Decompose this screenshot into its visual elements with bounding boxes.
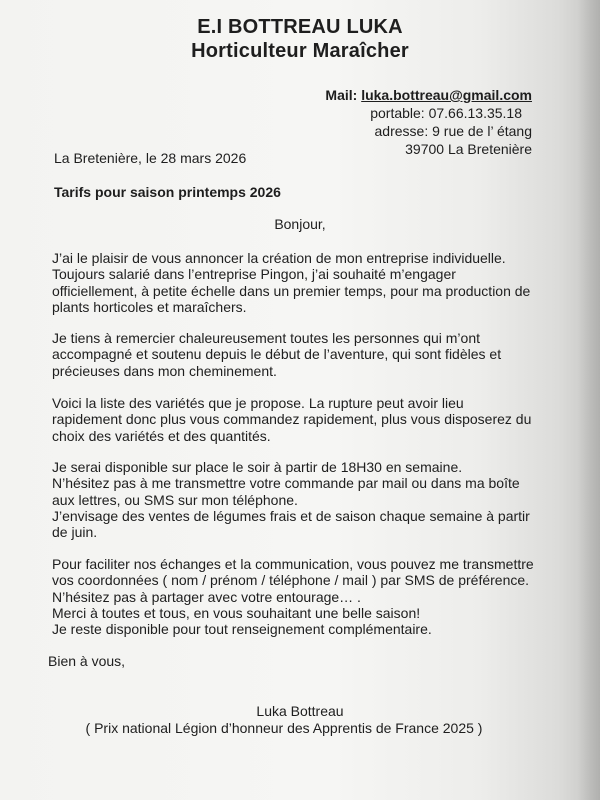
text-line: rapidement donc plus vous commandez rapidement, plus vous disposerez du bbox=[52, 411, 532, 428]
text-line: de juin. bbox=[52, 524, 98, 541]
mail-label: Mail: bbox=[325, 87, 358, 103]
company-name: E.I BOTTREAU LUKA bbox=[197, 16, 403, 38]
mail-address: luka.bottreau@gmail.com bbox=[361, 87, 532, 103]
text-line: J’envisage des ventes de légumes frais et de saison chaque semaine à partir bbox=[52, 507, 530, 524]
text-line: Pour faciliter nos échanges et la communication, vous pouvez me transmettre bbox=[52, 556, 534, 572]
text-line: choix des variétés et des quantités. bbox=[52, 427, 271, 444]
text-line: aux lettres, ou SMS sur mon téléphone. bbox=[52, 491, 298, 508]
text-line: J’ai le plaisir de vous annoncer la création de mon entreprise individuelle. bbox=[52, 250, 506, 266]
text-line: N’hésitez pas à me transmettre votre commande par mail ou dans ma boîte bbox=[52, 475, 520, 492]
paragraph-availability bbox=[52, 459, 564, 540]
contact-address: adresse: 9 rue de l’ étang bbox=[374, 123, 532, 139]
company-profession: Horticulteur Maraîcher bbox=[191, 40, 409, 62]
paragraph-announcement bbox=[52, 250, 564, 315]
text-line: N’hésitez pas à partager avec votre entourage… . bbox=[52, 588, 361, 605]
contact-mail-row bbox=[325, 86, 532, 104]
letter-closing: Bien à vous, bbox=[48, 653, 126, 669]
text-line: Je serai disponible sur place le soir à partir de 18H30 en semaine. bbox=[52, 459, 463, 475]
text-line: Toujours salarié dans l’entreprise Pingon, j’ai souhaité m’engager bbox=[52, 266, 456, 283]
letter-subject: Tarifs pour saison printemps 2026 bbox=[54, 184, 281, 200]
text-line: précieuses dans mon cheminement. bbox=[52, 362, 277, 379]
contact-city: 39700 La Bretenière bbox=[405, 141, 532, 157]
text-line: Je tiens à remercier chaleureusement toutes les personnes qui m’ont bbox=[52, 330, 480, 346]
letter-date: La Bretenière, le 28 mars 2026 bbox=[54, 150, 247, 166]
text-line: Je reste disponible pour tout renseignement complémentaire. bbox=[52, 621, 432, 638]
text-line: officiellement, à petite échelle dans un premier temps, pour ma production de bbox=[52, 282, 531, 299]
contact-block bbox=[325, 86, 532, 158]
text-line: vos coordonnées ( nom / prénom / téléphone / mail ) par SMS de préférence. bbox=[52, 572, 530, 589]
paragraph-thanks bbox=[52, 330, 564, 379]
text-line: Voici la liste des variétés que je propose. La rupture peut avoir lieu bbox=[52, 395, 464, 411]
signature-title: ( Prix national Légion d’honneur des Apprentis de France 2025 ) bbox=[85, 720, 483, 736]
text-line: Merci à toutes et tous, en vous souhaitant une belle saison! bbox=[52, 604, 421, 621]
contact-phone: portable: 07.66.13.35.18 bbox=[370, 105, 522, 121]
signature-name: Luka Bottreau bbox=[256, 703, 344, 719]
page-edge-shadow bbox=[578, 0, 600, 800]
paragraph-varieties bbox=[52, 395, 564, 444]
paragraph-contact-info bbox=[52, 556, 564, 637]
letter-greeting: Bonjour, bbox=[274, 216, 326, 232]
text-line: plants horticoles et maraîchers. bbox=[52, 298, 247, 315]
text-line: accompagné et soutenu depuis le début de l’aventure, qui sont fidèles et bbox=[52, 346, 502, 363]
